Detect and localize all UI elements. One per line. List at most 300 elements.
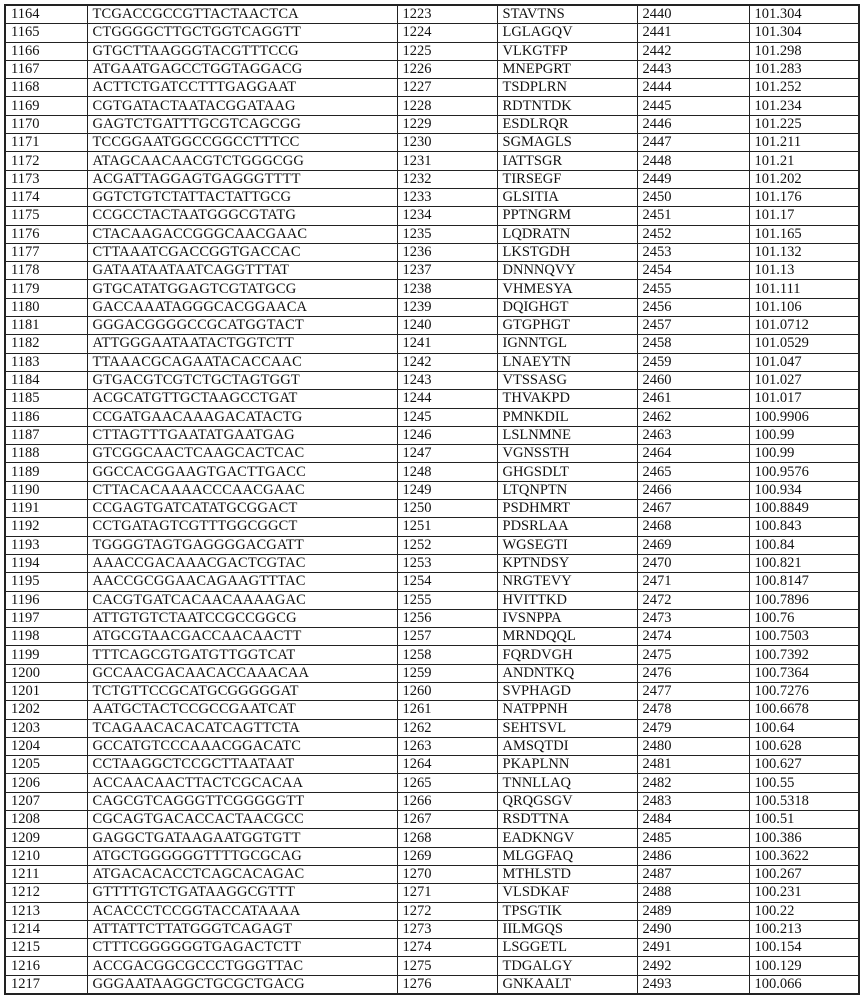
dna-sequence-cell: TCTGTTCCGCATGCGGGGGAT (87, 682, 397, 700)
dna-seq-id-cell: 1210 (5, 847, 87, 865)
table-row (5, 573, 859, 591)
peptide-seq-id-cell: 1269 (397, 847, 497, 865)
table-row (5, 756, 859, 774)
peptide-sequence-cell: VLKGTFP (497, 42, 637, 60)
peptide-sequence-cell: QRQGSGV (497, 792, 637, 810)
table-row (5, 152, 859, 170)
dna-sequence-cell: CAGCGTCAGGGTTCGGGGGTT (87, 792, 397, 810)
peptide-sequence-cell: MTHLSTD (497, 865, 637, 883)
peptide-seq-id-cell: 1255 (397, 591, 497, 609)
table-row (5, 170, 859, 188)
table-row (5, 445, 859, 463)
dna-sequence-cell: CGCAGTGACACCACTAACGCC (87, 811, 397, 829)
score-cell: 101.304 (749, 5, 859, 24)
seq-id-cell: 2463 (637, 426, 749, 444)
peptide-sequence-cell: LSGGETL (497, 939, 637, 957)
score-cell: 100.6678 (749, 701, 859, 719)
dna-sequence-cell: ACCGACGGCGCCCTGGGTTAC (87, 957, 397, 975)
peptide-seq-id-cell: 1232 (397, 170, 497, 188)
peptide-sequence-cell: PPTNGRM (497, 207, 637, 225)
dna-seq-id-cell: 1203 (5, 719, 87, 737)
score-cell: 101.211 (749, 134, 859, 152)
seq-id-cell: 2454 (637, 262, 749, 280)
dna-seq-id-cell: 1206 (5, 774, 87, 792)
dna-sequence-cell: ACCAACAACTTACTCGCACAA (87, 774, 397, 792)
score-cell: 100.7276 (749, 682, 859, 700)
dna-sequence-cell: ATGAATGAGCCTGGTAGGACG (87, 60, 397, 78)
dna-seq-id-cell: 1190 (5, 481, 87, 499)
seq-id-cell: 2473 (637, 609, 749, 627)
peptide-seq-id-cell: 1231 (397, 152, 497, 170)
dna-sequence-cell: AATGCTACTCCGCCGAATCAT (87, 701, 397, 719)
score-cell: 101.202 (749, 170, 859, 188)
seq-id-cell: 2442 (637, 42, 749, 60)
table-row (5, 115, 859, 133)
score-cell: 101.017 (749, 390, 859, 408)
dna-seq-id-cell: 1209 (5, 829, 87, 847)
table-row (5, 609, 859, 627)
dna-sequence-cell: GTTTTGTCTGATAAGGCGTTT (87, 884, 397, 902)
seq-id-cell: 2485 (637, 829, 749, 847)
seq-id-cell: 2448 (637, 152, 749, 170)
peptide-sequence-cell: LTQNPTN (497, 481, 637, 499)
table-row (5, 500, 859, 518)
peptide-sequence-cell: SGMAGLS (497, 134, 637, 152)
peptide-sequence-cell: LQDRATN (497, 225, 637, 243)
dna-seq-id-cell: 1217 (5, 975, 87, 994)
seq-id-cell: 2478 (637, 701, 749, 719)
score-cell: 100.129 (749, 957, 859, 975)
table-row (5, 646, 859, 664)
seq-id-cell: 2488 (637, 884, 749, 902)
dna-sequence-cell: CTTACACAAAACCCAACGAAC (87, 481, 397, 499)
dna-seq-id-cell: 1164 (5, 5, 87, 24)
score-cell: 100.5318 (749, 792, 859, 810)
dna-seq-id-cell: 1174 (5, 188, 87, 206)
dna-seq-id-cell: 1208 (5, 811, 87, 829)
seq-id-cell: 2476 (637, 664, 749, 682)
dna-sequence-cell: CCTAAGGCTCCGCTTAATAAT (87, 756, 397, 774)
score-cell: 100.821 (749, 554, 859, 572)
peptide-sequence-cell: LGLAGQV (497, 24, 637, 42)
peptide-seq-id-cell: 1234 (397, 207, 497, 225)
table-row (5, 957, 859, 975)
score-cell: 100.55 (749, 774, 859, 792)
table-row (5, 902, 859, 920)
dna-seq-id-cell: 1202 (5, 701, 87, 719)
dna-sequence-cell: TTTCAGCGTGATGTTGGTCAT (87, 646, 397, 664)
dna-seq-id-cell: 1173 (5, 170, 87, 188)
score-cell: 100.99 (749, 445, 859, 463)
table-row (5, 664, 859, 682)
seq-id-cell: 2461 (637, 390, 749, 408)
peptide-seq-id-cell: 1226 (397, 60, 497, 78)
seq-id-cell: 2492 (637, 957, 749, 975)
peptide-sequence-cell: IGNNTGL (497, 335, 637, 353)
seq-id-cell: 2449 (637, 170, 749, 188)
score-cell: 100.628 (749, 737, 859, 755)
dna-seq-id-cell: 1176 (5, 225, 87, 243)
score-cell: 100.51 (749, 811, 859, 829)
dna-sequence-cell: AAACCGACAAACGACTCGTAC (87, 554, 397, 572)
peptide-sequence-cell: IILMGQS (497, 920, 637, 938)
table-row (5, 463, 859, 481)
dna-sequence-cell: CTTTCGGGGGGTGAGACTCTT (87, 939, 397, 957)
peptide-seq-id-cell: 1275 (397, 957, 497, 975)
seq-id-cell: 2471 (637, 573, 749, 591)
peptide-seq-id-cell: 1250 (397, 500, 497, 518)
score-cell: 101.0712 (749, 317, 859, 335)
table-row (5, 5, 859, 24)
peptide-sequence-cell: STAVTNS (497, 5, 637, 24)
peptide-seq-id-cell: 1237 (397, 262, 497, 280)
dna-seq-id-cell: 1180 (5, 298, 87, 316)
score-cell: 100.9576 (749, 463, 859, 481)
peptide-sequence-cell: LNAEYTN (497, 353, 637, 371)
peptide-seq-id-cell: 1233 (397, 188, 497, 206)
dna-sequence-cell: GTGCATATGGAGTCGTATGCG (87, 280, 397, 298)
peptide-seq-id-cell: 1248 (397, 463, 497, 481)
score-cell: 100.22 (749, 902, 859, 920)
seq-id-cell: 2468 (637, 518, 749, 536)
peptide-seq-id-cell: 1224 (397, 24, 497, 42)
dna-sequence-cell: GGTCTGTCTATTACTATTGCG (87, 188, 397, 206)
peptide-sequence-cell: TPSGTIK (497, 902, 637, 920)
seq-id-cell: 2453 (637, 243, 749, 261)
dna-sequence-cell: AACCGCGGAACAGAAGTTTAC (87, 573, 397, 591)
seq-id-cell: 2489 (637, 902, 749, 920)
dna-sequence-cell: ATGCTGGGGGGTTTTGCGCAG (87, 847, 397, 865)
score-cell: 100.267 (749, 865, 859, 883)
peptide-sequence-cell: LKSTGDH (497, 243, 637, 261)
dna-seq-id-cell: 1187 (5, 426, 87, 444)
dna-sequence-cell: GATAATAATAATCAGGTTTAT (87, 262, 397, 280)
peptide-sequence-cell: GNKAALT (497, 975, 637, 994)
score-cell: 100.64 (749, 719, 859, 737)
dna-sequence-cell: GCCAACGACAACACCAAACAA (87, 664, 397, 682)
seq-id-cell: 2493 (637, 975, 749, 994)
dna-sequence-cell: ACGCATGTTGCTAAGCCTGAT (87, 390, 397, 408)
score-cell: 100.934 (749, 481, 859, 499)
peptide-seq-id-cell: 1235 (397, 225, 497, 243)
dna-seq-id-cell: 1169 (5, 97, 87, 115)
score-cell: 100.7392 (749, 646, 859, 664)
score-cell: 100.154 (749, 939, 859, 957)
dna-seq-id-cell: 1205 (5, 756, 87, 774)
table-row (5, 243, 859, 261)
dna-seq-id-cell: 1211 (5, 865, 87, 883)
peptide-sequence-cell: IVSNPPA (497, 609, 637, 627)
dna-seq-id-cell: 1179 (5, 280, 87, 298)
peptide-seq-id-cell: 1261 (397, 701, 497, 719)
dna-sequence-cell: ATGCGTAACGACCAACAACTT (87, 628, 397, 646)
dna-sequence-cell: TGGGGTAGTGAGGGGACGATT (87, 536, 397, 554)
dna-sequence-cell: GGCCACGGAAGTGACTTGACC (87, 463, 397, 481)
seq-id-cell: 2472 (637, 591, 749, 609)
peptide-sequence-cell: PMNKDIL (497, 408, 637, 426)
peptide-sequence-cell: VGNSSTH (497, 445, 637, 463)
dna-seq-id-cell: 1216 (5, 957, 87, 975)
score-cell: 101.132 (749, 243, 859, 261)
seq-id-cell: 2486 (637, 847, 749, 865)
peptide-sequence-cell: GHGSDLT (497, 463, 637, 481)
seq-id-cell: 2466 (637, 481, 749, 499)
peptide-sequence-cell: TIRSEGF (497, 170, 637, 188)
dna-seq-id-cell: 1167 (5, 60, 87, 78)
score-cell: 101.106 (749, 298, 859, 316)
peptide-seq-id-cell: 1245 (397, 408, 497, 426)
peptide-seq-id-cell: 1272 (397, 902, 497, 920)
peptide-seq-id-cell: 1251 (397, 518, 497, 536)
table-row (5, 811, 859, 829)
dna-seq-id-cell: 1207 (5, 792, 87, 810)
score-cell: 100.7364 (749, 664, 859, 682)
dna-seq-id-cell: 1186 (5, 408, 87, 426)
peptide-seq-id-cell: 1268 (397, 829, 497, 847)
dna-sequence-cell: GAGTCTGATTTGCGTCAGCGG (87, 115, 397, 133)
seq-id-cell: 2450 (637, 188, 749, 206)
sequence-table-body (5, 5, 859, 994)
peptide-sequence-cell: PDSRLAA (497, 518, 637, 536)
table-row (5, 207, 859, 225)
seq-id-cell: 2443 (637, 60, 749, 78)
dna-sequence-cell: TCAGAACACACATCAGTTCTA (87, 719, 397, 737)
peptide-sequence-cell: DQIGHGT (497, 298, 637, 316)
peptide-sequence-cell: TDGALGY (497, 957, 637, 975)
dna-sequence-cell: GTGCTTAAGGGTACGTTTCCG (87, 42, 397, 60)
score-cell: 100.627 (749, 756, 859, 774)
score-cell: 100.843 (749, 518, 859, 536)
dna-seq-id-cell: 1199 (5, 646, 87, 664)
dna-seq-id-cell: 1168 (5, 79, 87, 97)
dna-seq-id-cell: 1188 (5, 445, 87, 463)
peptide-seq-id-cell: 1259 (397, 664, 497, 682)
dna-sequence-cell: ATAGCAACAACGTCTGGGCGG (87, 152, 397, 170)
table-row (5, 335, 859, 353)
peptide-seq-id-cell: 1249 (397, 481, 497, 499)
peptide-sequence-cell: TNNLLAQ (497, 774, 637, 792)
table-row (5, 719, 859, 737)
peptide-seq-id-cell: 1256 (397, 609, 497, 627)
peptide-seq-id-cell: 1225 (397, 42, 497, 60)
dna-sequence-cell: CTGGGGCTTGCTGGTCAGGTT (87, 24, 397, 42)
table-row (5, 317, 859, 335)
score-cell: 100.3622 (749, 847, 859, 865)
peptide-seq-id-cell: 1273 (397, 920, 497, 938)
peptide-sequence-cell: MNEPGRT (497, 60, 637, 78)
peptide-seq-id-cell: 1263 (397, 737, 497, 755)
dna-sequence-cell: TTAAACGCAGAATACACCAAC (87, 353, 397, 371)
dna-sequence-cell: ACTTCTGATCCTTTGAGGAAT (87, 79, 397, 97)
seq-id-cell: 2445 (637, 97, 749, 115)
dna-seq-id-cell: 1198 (5, 628, 87, 646)
dna-seq-id-cell: 1204 (5, 737, 87, 755)
seq-id-cell: 2479 (637, 719, 749, 737)
seq-id-cell: 2474 (637, 628, 749, 646)
table-row (5, 518, 859, 536)
dna-sequence-cell: GCCATGTCCCAAACGGACATC (87, 737, 397, 755)
dna-sequence-cell: CCGATGAACAAAGACATACTG (87, 408, 397, 426)
dna-sequence-cell: CCTGATAGTCGTTTGGCGGCT (87, 518, 397, 536)
dna-seq-id-cell: 1215 (5, 939, 87, 957)
seq-id-cell: 2487 (637, 865, 749, 883)
dna-seq-id-cell: 1189 (5, 463, 87, 481)
peptide-sequence-cell: RSDTTNA (497, 811, 637, 829)
seq-id-cell: 2447 (637, 134, 749, 152)
score-cell: 101.165 (749, 225, 859, 243)
peptide-sequence-cell: AMSQTDI (497, 737, 637, 755)
score-cell: 100.7896 (749, 591, 859, 609)
seq-id-cell: 2459 (637, 353, 749, 371)
peptide-sequence-cell: RDTNTDK (497, 97, 637, 115)
seq-id-cell: 2470 (637, 554, 749, 572)
peptide-seq-id-cell: 1258 (397, 646, 497, 664)
peptide-sequence-cell: NRGTEVY (497, 573, 637, 591)
peptide-seq-id-cell: 1230 (397, 134, 497, 152)
table-row (5, 97, 859, 115)
dna-sequence-cell: ACACCCTCCGGTACCATAAAA (87, 902, 397, 920)
seq-id-cell: 2456 (637, 298, 749, 316)
peptide-seq-id-cell: 1260 (397, 682, 497, 700)
dna-seq-id-cell: 1183 (5, 353, 87, 371)
seq-id-cell: 2475 (637, 646, 749, 664)
seq-id-cell: 2481 (637, 756, 749, 774)
score-cell: 101.027 (749, 371, 859, 389)
score-cell: 101.21 (749, 152, 859, 170)
table-row (5, 481, 859, 499)
peptide-sequence-cell: SEHTSVL (497, 719, 637, 737)
peptide-sequence-cell: NATPPNH (497, 701, 637, 719)
score-cell: 100.76 (749, 609, 859, 627)
peptide-sequence-cell: ANDNTKQ (497, 664, 637, 682)
peptide-sequence-cell: TSDPLRN (497, 79, 637, 97)
dna-seq-id-cell: 1213 (5, 902, 87, 920)
peptide-seq-id-cell: 1244 (397, 390, 497, 408)
seq-id-cell: 2440 (637, 5, 749, 24)
table-row (5, 591, 859, 609)
dna-seq-id-cell: 1171 (5, 134, 87, 152)
dna-seq-id-cell: 1182 (5, 335, 87, 353)
score-cell: 100.9906 (749, 408, 859, 426)
dna-seq-id-cell: 1212 (5, 884, 87, 902)
peptide-sequence-cell: DNNNQVY (497, 262, 637, 280)
table-row (5, 353, 859, 371)
peptide-sequence-cell: WGSEGTI (497, 536, 637, 554)
peptide-seq-id-cell: 1265 (397, 774, 497, 792)
seq-id-cell: 2458 (637, 335, 749, 353)
table-row (5, 701, 859, 719)
dna-sequence-cell: CTTAGTTTGAATATGAATGAG (87, 426, 397, 444)
table-row (5, 737, 859, 755)
dna-seq-id-cell: 1172 (5, 152, 87, 170)
dna-seq-id-cell: 1184 (5, 371, 87, 389)
peptide-sequence-cell: KPTNDSY (497, 554, 637, 572)
peptide-seq-id-cell: 1240 (397, 317, 497, 335)
dna-seq-id-cell: 1192 (5, 518, 87, 536)
score-cell: 100.231 (749, 884, 859, 902)
table-row (5, 408, 859, 426)
peptide-sequence-cell: IATTSGR (497, 152, 637, 170)
seq-id-cell: 2480 (637, 737, 749, 755)
score-cell: 100.84 (749, 536, 859, 554)
peptide-sequence-cell: PKAPLNN (497, 756, 637, 774)
seq-id-cell: 2465 (637, 463, 749, 481)
table-row (5, 134, 859, 152)
peptide-seq-id-cell: 1242 (397, 353, 497, 371)
table-row (5, 774, 859, 792)
peptide-sequence-cell: GTGPHGT (497, 317, 637, 335)
peptide-seq-id-cell: 1262 (397, 719, 497, 737)
table-row (5, 975, 859, 994)
score-cell: 101.111 (749, 280, 859, 298)
peptide-seq-id-cell: 1270 (397, 865, 497, 883)
dna-seq-id-cell: 1195 (5, 573, 87, 591)
seq-id-cell: 2451 (637, 207, 749, 225)
table-row (5, 42, 859, 60)
score-cell: 100.066 (749, 975, 859, 994)
seq-id-cell: 2482 (637, 774, 749, 792)
dna-sequence-cell: ATGACACACCTCAGCACAGAC (87, 865, 397, 883)
dna-sequence-cell: CTACAAGACCGGGCAACGAAC (87, 225, 397, 243)
seq-id-cell: 2460 (637, 371, 749, 389)
dna-seq-id-cell: 1200 (5, 664, 87, 682)
seq-id-cell: 2491 (637, 939, 749, 957)
peptide-sequence-cell: LSLNMNE (497, 426, 637, 444)
table-row (5, 262, 859, 280)
peptide-seq-id-cell: 1236 (397, 243, 497, 261)
peptide-sequence-cell: FQRDVGH (497, 646, 637, 664)
seq-id-cell: 2484 (637, 811, 749, 829)
peptide-seq-id-cell: 1227 (397, 79, 497, 97)
score-cell: 101.225 (749, 115, 859, 133)
peptide-sequence-cell: ESDLRQR (497, 115, 637, 133)
dna-seq-id-cell: 1185 (5, 390, 87, 408)
sequence-table (4, 4, 860, 995)
dna-sequence-cell: GGGACGGGGCCGCATGGTACT (87, 317, 397, 335)
peptide-sequence-cell: THVAKPD (497, 390, 637, 408)
dna-sequence-cell: ACGATTAGGAGTGAGGGTTTT (87, 170, 397, 188)
dna-sequence-cell: TCGACCGCCGTTACTAACTCA (87, 5, 397, 24)
dna-sequence-cell: CTTAAATCGACCGGTGACCAC (87, 243, 397, 261)
table-row (5, 24, 859, 42)
peptide-sequence-cell: MRNDQQL (497, 628, 637, 646)
peptide-seq-id-cell: 1267 (397, 811, 497, 829)
score-cell: 101.176 (749, 188, 859, 206)
dna-sequence-cell: ATTGGGAATAATACTGGTCTT (87, 335, 397, 353)
peptide-sequence-cell: VLSDKAF (497, 884, 637, 902)
peptide-seq-id-cell: 1257 (397, 628, 497, 646)
seq-id-cell: 2483 (637, 792, 749, 810)
peptide-seq-id-cell: 1246 (397, 426, 497, 444)
table-row (5, 225, 859, 243)
dna-seq-id-cell: 1214 (5, 920, 87, 938)
score-cell: 100.386 (749, 829, 859, 847)
peptide-seq-id-cell: 1276 (397, 975, 497, 994)
table-row (5, 847, 859, 865)
peptide-sequence-cell: HVITTKD (497, 591, 637, 609)
table-row (5, 371, 859, 389)
seq-id-cell: 2444 (637, 79, 749, 97)
peptide-seq-id-cell: 1266 (397, 792, 497, 810)
table-row (5, 298, 859, 316)
seq-id-cell: 2467 (637, 500, 749, 518)
dna-sequence-cell: GTGACGTCGTCTGCTAGTGGT (87, 371, 397, 389)
dna-sequence-cell: CCGAGTGATCATATGCGGACT (87, 500, 397, 518)
peptide-seq-id-cell: 1264 (397, 756, 497, 774)
table-row (5, 79, 859, 97)
seq-id-cell: 2490 (637, 920, 749, 938)
score-cell: 101.298 (749, 42, 859, 60)
